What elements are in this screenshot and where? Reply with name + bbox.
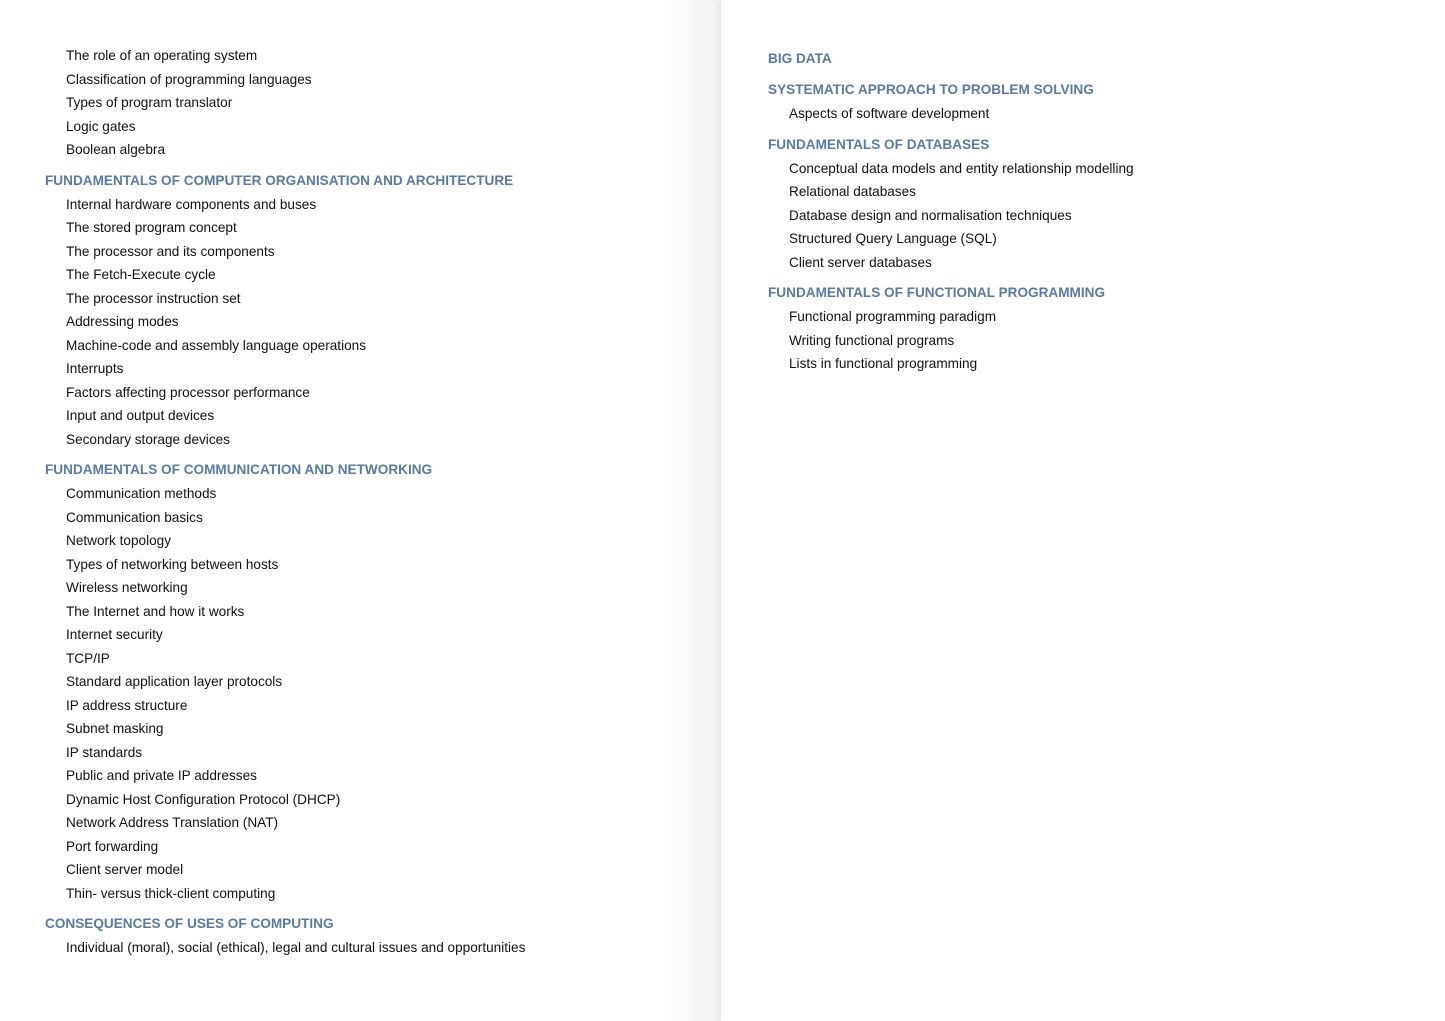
section bbox=[768, 278, 1445, 376]
section bbox=[768, 44, 1445, 71]
topic-item: The role of an operating system bbox=[66, 48, 258, 63]
left-page bbox=[0, 0, 721, 1021]
topic-item: The Internet and how it works bbox=[66, 603, 245, 619]
section-heading: FUNDAMENTALS OF DATABASES bbox=[768, 136, 990, 152]
topic-item: Classification of programming languages bbox=[66, 71, 312, 87]
section bbox=[768, 130, 1445, 275]
topic-item: Writing functional programs bbox=[789, 332, 955, 348]
section-topic-list bbox=[45, 936, 721, 960]
section-heading: SYSTEMATIC APPROACH TO PROBLEM SOLVING bbox=[768, 82, 1094, 97]
section bbox=[45, 455, 721, 905]
topic-item: Structured Query Language (SQL) bbox=[789, 231, 997, 246]
topic-item: IP address structure bbox=[66, 697, 188, 713]
section-heading: CONSEQUENCES OF USES OF COMPUTING bbox=[45, 916, 334, 931]
topic-item: Individual (moral), social (ethical), legal and cultural issues and opportunities bbox=[66, 940, 526, 955]
topic-item: Lists in functional programming bbox=[789, 356, 978, 371]
topic-item: The stored program concept bbox=[66, 220, 237, 235]
section-topic-list bbox=[45, 193, 721, 452]
section-topic-list bbox=[768, 157, 1445, 275]
topic-item: Types of networking between hosts bbox=[66, 556, 279, 572]
section-topic-list bbox=[768, 305, 1445, 376]
section-heading: FUNDAMENTALS OF FUNCTIONAL PROGRAMMING bbox=[768, 285, 1106, 300]
topic-item: Factors affecting processor performance bbox=[66, 384, 310, 400]
right-page bbox=[721, 0, 1445, 1021]
topic-item: Internal hardware components and buses bbox=[66, 196, 317, 212]
topic-item: Aspects of software development bbox=[789, 106, 990, 121]
section-topic-list bbox=[45, 482, 721, 905]
topic-item: Subnet masking bbox=[66, 721, 164, 736]
left-sections bbox=[45, 166, 721, 960]
topic-item: Dynamic Host Configuration Protocol (DHCP) bbox=[66, 791, 341, 807]
topic-item: Network topology bbox=[66, 533, 172, 548]
topic-item: Internet security bbox=[66, 627, 163, 642]
topic-item: The processor and its components bbox=[66, 243, 275, 259]
topic-item: Wireless networking bbox=[66, 580, 188, 595]
topic-item: Types of program translator bbox=[66, 95, 233, 110]
topic-item: Database design and normalisation techniques bbox=[789, 207, 1072, 223]
topic-item: The Fetch-Execute cycle bbox=[66, 267, 216, 282]
topic-item: Secondary storage devices bbox=[66, 431, 230, 447]
topic-item: TCP/IP bbox=[66, 650, 110, 666]
section bbox=[768, 75, 1445, 126]
topic-item: Communication methods bbox=[66, 486, 217, 501]
topic-item: Addressing modes bbox=[66, 314, 179, 329]
topic-item: Client server model bbox=[66, 862, 184, 877]
topic-item: Communication basics bbox=[66, 509, 203, 525]
topic-item: Standard application layer protocols bbox=[66, 674, 283, 689]
topic-item: Machine-code and assembly language operations bbox=[66, 337, 367, 353]
topic-item: Input and output devices bbox=[66, 408, 215, 423]
lead-topic-list bbox=[45, 44, 721, 162]
topic-item: Interrupts bbox=[66, 361, 124, 376]
section-heading: FUNDAMENTALS OF COMMUNICATION AND NETWORKING bbox=[45, 462, 433, 477]
section bbox=[45, 909, 721, 960]
topic-item: Logic gates bbox=[66, 118, 136, 134]
topic-item: The processor instruction set bbox=[66, 290, 241, 306]
section bbox=[45, 166, 721, 452]
right-sections bbox=[768, 44, 1445, 376]
topic-item: Thin- versus thick-client computing bbox=[66, 885, 276, 901]
topic-item: Public and private IP addresses bbox=[66, 768, 257, 783]
topic-item: Network Address Translation (NAT) bbox=[66, 815, 279, 830]
topic-item: Client server databases bbox=[789, 254, 932, 270]
section-heading: FUNDAMENTALS OF COMPUTER ORGANISATION AND ARCHITECTURE bbox=[45, 172, 514, 188]
section-heading: BIG DATA bbox=[768, 51, 832, 66]
topic-item: Port forwarding bbox=[66, 838, 159, 854]
topic-item: Relational databases bbox=[789, 184, 916, 199]
section-topic-list bbox=[768, 102, 1445, 126]
topic-item: IP standards bbox=[66, 744, 143, 760]
topic-item: Functional programming paradigm bbox=[789, 309, 997, 324]
topic-item: Boolean algebra bbox=[66, 142, 166, 157]
topic-item: Conceptual data models and entity relationship modelling bbox=[789, 160, 1134, 176]
